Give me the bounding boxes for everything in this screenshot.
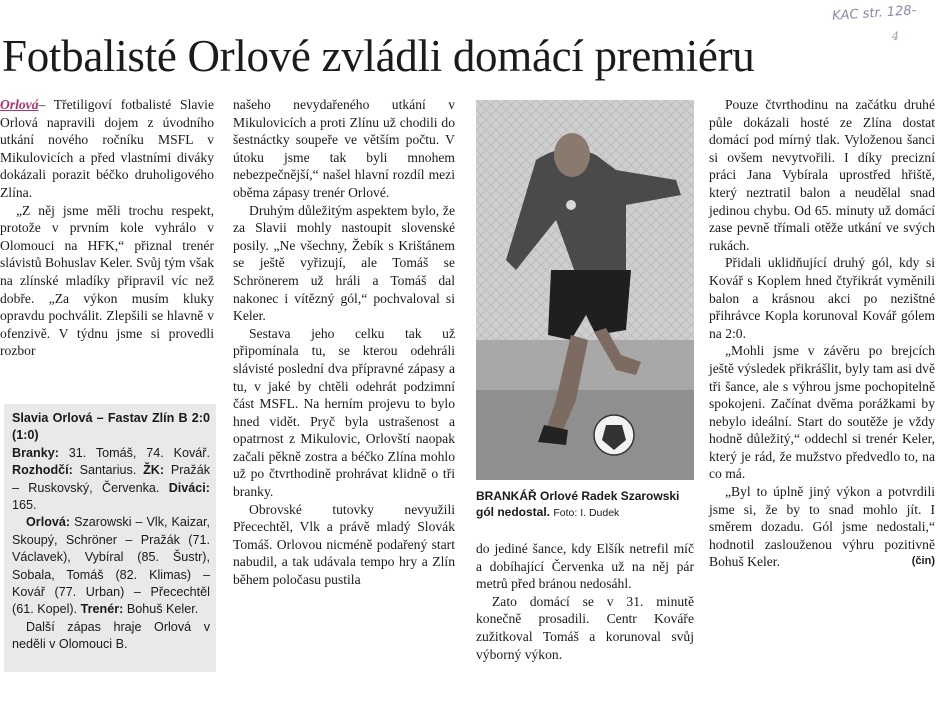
match-result: Slavia Orlová – Fastav Zlín B 2:0 (1:0) — [12, 411, 210, 443]
paragraph: Druhým důležitým aspektem bylo, že za Slavii mohly nastoupit slovenské posily. „Ne všechny, Žebík s Krištánem se ještě vyřizují, ale Tomáš se Schrönerem už hráli a Tomáš dal nakonec i vítězný gól,“ pochvaloval si Keler. — [233, 202, 455, 324]
value: 31. Tomáš, 74. Kovář. — [68, 445, 210, 460]
value: Pražák – Ruskovský, Červenka. — [12, 463, 211, 495]
paragraph — [709, 483, 935, 571]
paragraph: Obrovské tutovky nevyužili Přecechtěl, Vlk a právě mladý Slovák Tomáš. Orlovou nicméně podařený start nabudil, a tak udávala tempo hry a Zlín během poločasu pustila — [233, 501, 455, 588]
label: Trenér: — [80, 602, 124, 617]
label: Diváci: — [168, 480, 210, 495]
label: ŽK: — [143, 463, 165, 478]
paragraph-text: – Třetiligoví fotbalisté Slavie Orlová napravili dojem z úvodního utkání nového ročníku MSFL v Mikulovicích a před vlastními diváky dokázali porazit béčko druholigového Zlína. — [0, 97, 214, 200]
photo-illustration — [476, 100, 694, 480]
photo-caption — [476, 488, 694, 521]
handwritten-note: KAC str. 128- — [831, 3, 917, 24]
paragraph: Pouze čtvrthodinu na začátku druhé půle dokázali hosté ze Zlína dostat domácí pod mírný tlak. Vyloženou šanci si ovšem nevytvořili. I díky precizní práci Jana Vybírala uprostřed hřiště, který neztratil balon a neudělal snad jedinou chybu. Od 65. minuty už domácí zase pevně třímali otěže utkání ve svých rukách. — [709, 97, 935, 253]
goalkeeper-photo — [476, 100, 694, 480]
paragraph: do jediné šance, kdy Elšík netrefil míč a dobíhající Červenka už na něj pár metrů před bránou nedosáhl. — [476, 541, 694, 592]
author-signature: (čin) — [911, 555, 935, 568]
headline: Fotbalisté Orlové zvládli domácí premiéru — [2, 31, 755, 81]
paragraph: Sestava jeho celku tak už připomínala tu, se kterou odehráli slávisté poslední dva přípravné zápasy a tu, v jaké by chtěli odehrát podzimní část MSFL. Na herním projevu to bylo hned vidět. Pryč byla ustrašenost a opatrnost z Mikulovic, Orlovští naopak začali pěkně zostra a béčko Zlína mohlo už po čtvrthodině prohrávat klidně o tři branky. — [233, 325, 455, 500]
match-details — [12, 445, 210, 515]
paragraph: našeho nevydařeného utkání v Mikulovicích a proti Zlínu už chodili do šestnáctky soupeře ve větším počtu. V útoku jsme tak byli mnohem nebezpečnější,“ našel hlavní rozdíl mezi oběma zápasy trenér Orlové. — [233, 97, 455, 200]
value: Szarowski – Vlk, Kaizar, Skoupý, Schröner – Pražák (71. Václavek), Vybíral (85. Šustr), Sobala, Tomáš (82. Klimas) – Kovář (77. Urban) – Přecechtěl (61. Kopel). — [12, 515, 211, 617]
paragraph: Přidali uklidňující druhý gól, kdy si Kovář s Koplem hned čtyřikrát vyměnili balon a krásnou akci po nezištné přihrávce Kopla korunoval Kovář gólem na 2:0. — [709, 255, 935, 341]
label: Branky: — [12, 445, 59, 460]
paragraph: „Mohli jsme v závěru po brejcích ještě výsledek přikrášlit, byly tam asi dvě tři šance, ale s výhrou jsme pochopitelně spokojeni. Začínat dvěma porážkami by nebylo ideální. Start do soutěže je vždy hodně důležitý,“ oddechl si trenér Keler, který je rád, že mužstvo předvedlo to, na co má. — [709, 343, 935, 482]
paragraph — [0, 96, 214, 202]
label: Rozhodčí: — [12, 463, 73, 478]
lineup — [12, 514, 210, 618]
paragraph-text: „Byl to úplně jiný výkon a potvrdili jsme si, že by to snad mohlo jít. I směrem dozadu. Gól jsme nedostali,“ hodnotil zaslouženou výhru pozitivně Bohuš Keler. — [709, 484, 935, 570]
article-column-4 — [709, 96, 935, 571]
article-column-1 — [0, 96, 214, 360]
paragraph: Zato domácí se v 31. minutě konečně prosadili. Centr Kováře zužitkoval Tomáš a korunoval svůj výborný výkon. — [476, 593, 694, 662]
value: 165. — [12, 498, 37, 513]
value: Bohuš Keler. — [126, 602, 199, 617]
photo-credit: Foto: I. Dudek — [553, 507, 620, 519]
next-match: Další zápas hraje Orlová v neděli v Olomouci B. — [12, 619, 210, 652]
article-column-2 — [233, 96, 455, 589]
dateline: Orlová — [0, 97, 39, 112]
handwritten-note-2: 4 — [892, 30, 899, 43]
label: Orlová: — [26, 515, 71, 530]
value: Santarius. — [79, 463, 137, 478]
paragraph: „Z něj jsme měli trochu respekt, protože v prvním kole vyhrálo v Olomouci na HFK,“ přiznal trenér slávistů Bohuslav Keler. Svůj tým však na zlínské mladíky připravil víc než dobře. „Za výkon musím kluky opravdu pochválit. Zlepšili se hlavně v ofenzivě. V týdnu jsme si provedli rozbor — [0, 202, 214, 359]
article-column-3 — [476, 540, 694, 663]
caption-text: BRANKÁŘ Orlové Radek Szarowski gól nedostal. — [476, 489, 680, 519]
match-info-box — [4, 404, 216, 672]
